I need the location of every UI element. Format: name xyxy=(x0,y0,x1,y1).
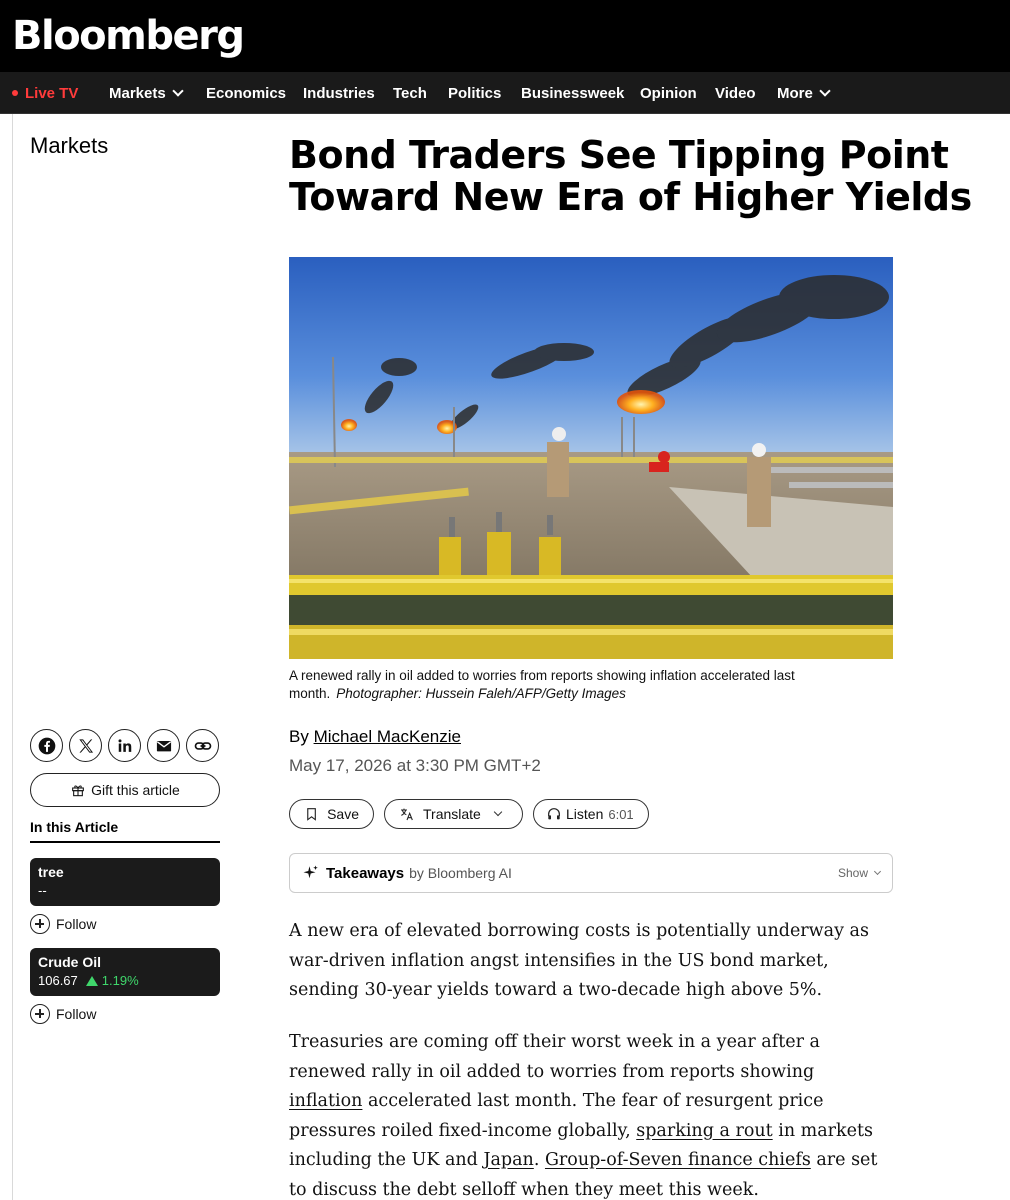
left-divider xyxy=(12,114,13,1200)
photo-credit: Photographer: Hussein Faleh/AFP/Getty Images xyxy=(336,686,626,701)
main-nav xyxy=(0,72,1010,114)
save-label: Save xyxy=(327,806,359,822)
email-icon xyxy=(154,736,174,756)
image-caption xyxy=(289,667,893,703)
follow-crude-oil-button[interactable] xyxy=(30,1004,96,1024)
listen-duration: 6:01 xyxy=(608,806,634,822)
nav-item-label: Markets xyxy=(109,84,166,102)
in-this-article-rule xyxy=(30,841,220,843)
nav-item-markets[interactable] xyxy=(109,72,182,114)
g7-finance-chiefs-link[interactable]: Group-of-Seven finance chiefs xyxy=(544,1150,811,1170)
follow-label: Follow xyxy=(56,916,97,932)
nav-item-more[interactable] xyxy=(777,72,829,114)
nav-live-tv-label: Live TV xyxy=(25,84,79,102)
translate-icon xyxy=(399,806,415,822)
nav-item-economics[interactable]: Economics xyxy=(206,84,287,102)
paragraph-text: Treasuries are coming off their worst week in a year after a renewed rally in oil added to worries from reports showing xyxy=(289,1032,820,1082)
share-linkedin-button[interactable] xyxy=(108,729,141,762)
plus-circle-icon xyxy=(30,1004,50,1024)
link-icon xyxy=(193,736,213,756)
article-paragraph-1: A new era of elevated borrowing costs is potentially underway as war-driven inflation angst intensifies in the US bond market, sending 30-year yields toward a two-decade high above 5%. xyxy=(289,921,869,1000)
save-button[interactable] xyxy=(289,799,374,829)
copy-link-button[interactable] xyxy=(186,729,219,762)
share-facebook-button[interactable] xyxy=(30,729,63,762)
article-headline: Bond Traders See Tipping Point Toward New Era of Higher Yields xyxy=(289,133,972,219)
bloomberg-logo[interactable]: Bloomberg xyxy=(12,13,244,59)
author-link[interactable]: Michael MacKenzie xyxy=(313,727,461,746)
chevron-down-icon xyxy=(494,808,502,816)
translate-button[interactable] xyxy=(384,799,523,829)
nav-item-industries[interactable]: Industries xyxy=(303,84,375,102)
linkedin-icon xyxy=(115,736,135,756)
nav-item-opinion[interactable]: Opinion xyxy=(640,84,697,102)
live-dot-icon xyxy=(12,90,18,96)
follow-tree-button[interactable] xyxy=(30,914,96,934)
paragraph-text: are set to discuss the debt selloff when they meet this week. xyxy=(289,1150,878,1200)
share-bar xyxy=(30,729,219,762)
takeaways-show-label: Show xyxy=(837,866,868,880)
nav-item-tech[interactable]: Tech xyxy=(393,84,427,102)
publish-date: May 17, 2026 at 3:30 PM GMT+2 xyxy=(289,756,541,775)
takeaways-panel[interactable] xyxy=(289,853,893,893)
headphones-icon xyxy=(546,806,562,822)
x-icon xyxy=(76,736,96,756)
ticker-value: -- xyxy=(38,883,47,898)
paragraph-text: accelerated last month. The fear of resurgent price pressures roiled fixed-income globally, xyxy=(289,1091,824,1141)
gift-article-label: Gift this article xyxy=(91,782,180,798)
ticker-value: 106.67 xyxy=(38,973,78,988)
ticker-change xyxy=(86,971,139,991)
ticker-quote xyxy=(38,971,212,991)
takeaways-source: by Bloomberg AI xyxy=(409,865,512,881)
listen-label: Listen xyxy=(566,806,604,822)
section-label[interactable]: Markets xyxy=(30,133,109,158)
inflation-link[interactable]: inflation xyxy=(289,1091,363,1111)
caption-text: A renewed rally in oil added to worries from reports showing inflation accelerated last month. xyxy=(289,668,795,701)
chevron-down-icon xyxy=(819,85,830,96)
ticker-name: Crude Oil xyxy=(38,954,102,970)
byline-prefix: By xyxy=(289,727,309,746)
in-this-article-heading: In this Article xyxy=(30,819,119,835)
nav-item-businessweek[interactable]: Businessweek xyxy=(521,84,625,102)
hero-image[interactable] xyxy=(289,257,893,659)
takeaways-title: Takeaways xyxy=(326,864,405,882)
translate-label: Translate xyxy=(423,806,481,822)
ticker-card-crude-oil[interactable] xyxy=(30,948,220,996)
sparkle-icon xyxy=(302,864,320,882)
plus-circle-icon xyxy=(30,914,50,934)
share-email-button[interactable] xyxy=(147,729,180,762)
gift-article-button[interactable] xyxy=(30,773,220,807)
follow-label: Follow xyxy=(56,1006,97,1022)
up-arrow-icon xyxy=(86,976,98,986)
bookmark-icon xyxy=(304,806,319,822)
paragraph-text: in markets including the UK and xyxy=(289,1120,874,1170)
share-x-button[interactable] xyxy=(69,729,102,762)
gift-icon xyxy=(70,782,86,798)
chevron-down-icon xyxy=(874,868,881,875)
byline xyxy=(289,727,461,747)
nav-item-label: More xyxy=(777,84,813,102)
sparking-a-rout-link[interactable]: sparking a rout xyxy=(636,1120,773,1141)
ticker-name: tree xyxy=(38,864,64,880)
top-bar xyxy=(0,0,1010,72)
japan-link[interactable]: Japan xyxy=(483,1150,534,1170)
takeaways-show-toggle[interactable] xyxy=(838,866,880,880)
ticker-card-tree[interactable] xyxy=(30,858,220,906)
nav-item-politics[interactable]: Politics xyxy=(448,84,502,102)
paragraph-text: . xyxy=(533,1150,545,1170)
nav-item-video[interactable]: Video xyxy=(715,84,756,102)
facebook-icon xyxy=(37,736,57,756)
ticker-change-value: 1.19% xyxy=(101,973,139,988)
oil-field-photo xyxy=(289,257,893,659)
article-paragraph-2 xyxy=(289,1028,893,1200)
nav-live-tv[interactable] xyxy=(12,72,78,114)
chevron-down-icon xyxy=(172,85,183,96)
listen-button[interactable] xyxy=(533,799,649,829)
